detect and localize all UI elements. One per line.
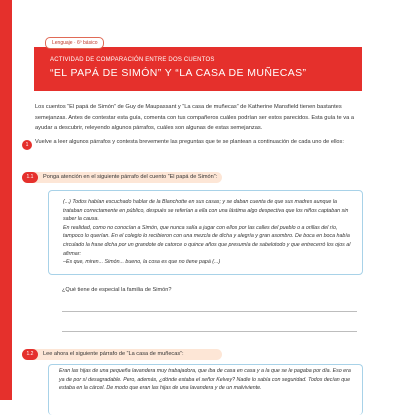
question-text: ¿Qué tiene de especial la familia de Simón? <box>62 287 172 293</box>
section-number-badge: 1.1 <box>22 172 38 183</box>
page-title: “EL PAPÁ DE SIMÓN” Y “LA CASA DE MUÑECAS” <box>50 67 307 79</box>
step-instruction: Vuelve a leer algunos párrafos y contesta brevemente las preguntas que te se plantean a continuación de cada uno de ellos: <box>35 139 344 145</box>
answer-line[interactable] <box>62 311 357 312</box>
section-instruction-text: Lee ahora el siguiente párrafo de “La casa de muñecas”: <box>43 351 184 357</box>
section-number-badge: 1.2 <box>22 349 38 360</box>
excerpt-box-simon <box>48 190 363 275</box>
section-instruction-text: Ponga atención en el siguiente párrafo del cuento “El papá de Simón”: <box>43 174 218 180</box>
excerpt-paragraph: En realidad, como no conocían a Simón, que nunca salía a jugar con ellos por las calles del pueblo o a orillas del río, tampoco lo querían. En el colegio lo recibieron con una mezcla de dicha y alegría y gran asombro. De boca en boca había circulado la frase dicha por un grandote de catorce o quince años que presumía de sabelotodo y que entrecerró los ojos al afirmar: <box>63 224 351 257</box>
header-band <box>34 47 362 91</box>
excerpt-paragraph: Eran las hijas de una pequeña lavandera muy trabajadora, que iba de casa en casa y a la que se le pagaba por día. Eso era ya de por sí desagradable. Pero, además, ¿dónde estaba el señor Kelvey? Nadie lo sabía con seguridad. Todos decían que estaba en la cárcel. De modo que eran las hijas de una lavandera y de un malviviente. <box>59 368 351 392</box>
header-kicker: ACTIVIDAD DE COMPARACIÓN ENTRE DOS CUENTOS <box>50 57 215 63</box>
subject-tag: Lenguaje · 6º básico <box>45 37 104 49</box>
excerpt-paragraph: –Es que, miren... Simón... bueno, la cosa es que no tiene papá (...) <box>63 259 221 266</box>
excerpt-box-munecas <box>48 364 363 415</box>
intro-paragraph: Los cuentos “El papá de Simón” de Guy de Maupassant y “La casa de muñecas” de Katherine Mansfield tienen bastantes semejanzas. Antes de contestar esta guía, comenta con tus compañeros cuáles podrían ser estos parecidos. Esta guía te va a ayudar a descubrir, releyendo algunos párrafos, cuáles son algunas de estas semejanzas. <box>35 104 354 131</box>
answer-line[interactable] <box>62 331 357 332</box>
excerpt-paragraph: (...) Todos habían escuchado hablar de la Blanchotte en sus casas; y se daban cuenta de que sus madres aunque la trataban correctamente en público, después se referían a ella con una lástima algo despectiva que los niños captaban sin saber la causa. <box>63 199 349 223</box>
left-accent-bar <box>0 0 12 400</box>
section-1-2-instruction <box>22 349 222 360</box>
step-number-badge: 1 <box>22 140 32 150</box>
section-1-1-instruction <box>22 172 222 183</box>
